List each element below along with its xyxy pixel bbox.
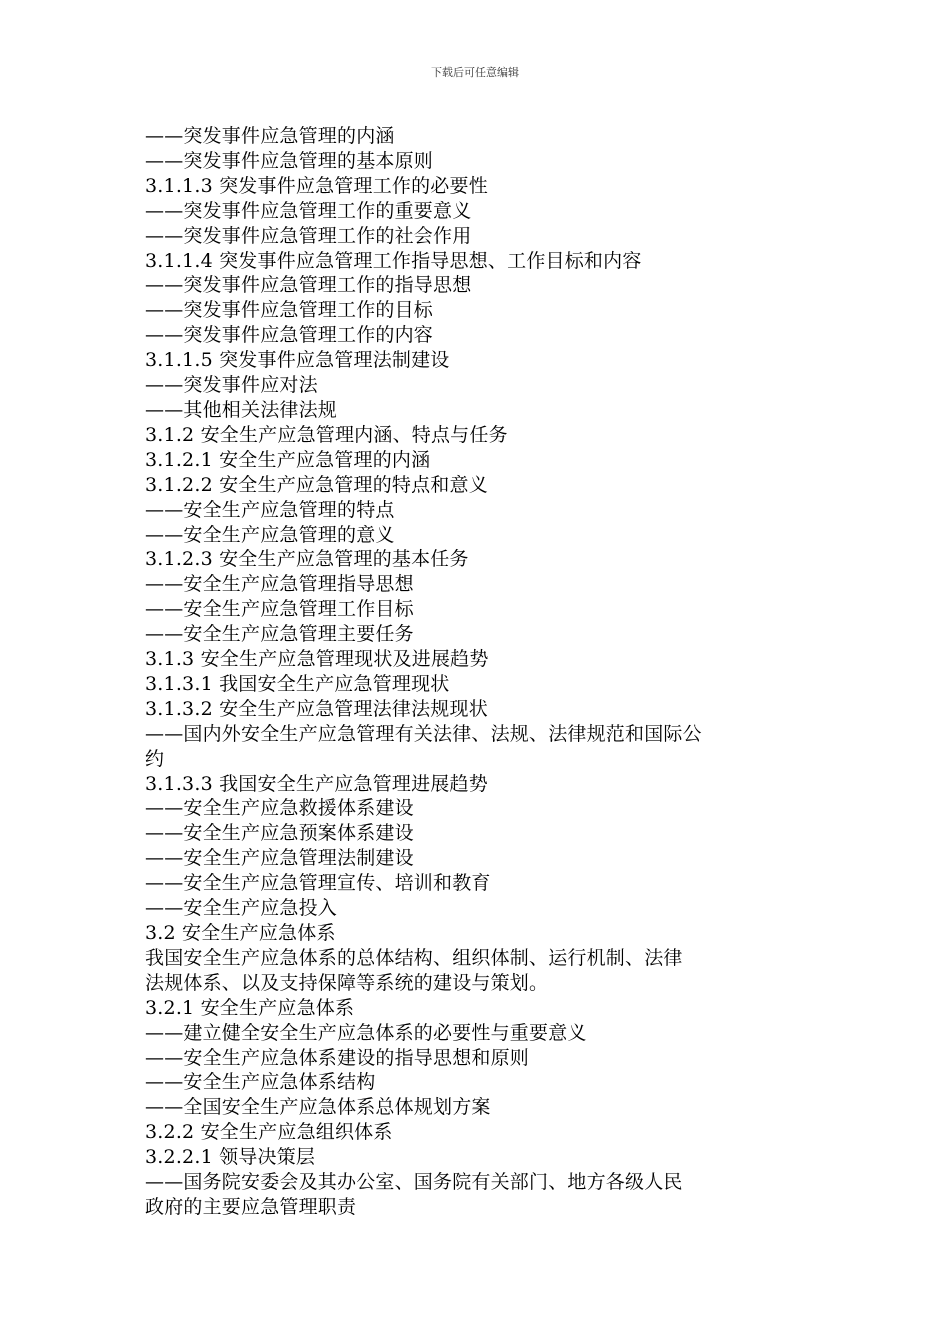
text-line: ——突发事件应急管理工作的内容 (145, 324, 434, 347)
text-line: 政府的主要应急管理职责 (145, 1195, 357, 1218)
text-line: ——突发事件应急管理工作的目标 (145, 299, 434, 322)
section-heading: 3.1.3.3 我国安全生产应急管理进展趋势 (145, 772, 488, 795)
text-line: ——安全生产应急体系建设的指导思想和原则 (145, 1046, 530, 1069)
text-line: ——安全生产应急预案体系建设 (145, 822, 414, 845)
text-line: ——安全生产应急管理法制建设 (145, 847, 414, 870)
section-heading: 3.2.2.1 领导决策层 (145, 1146, 316, 1169)
section-heading: 3.1.1.5 突发事件应急管理法制建设 (145, 349, 450, 372)
section-heading: 3.1.2 安全生产应急管理内涵、特点与任务 (145, 423, 508, 446)
section-heading: 3.1.3 安全生产应急管理现状及进展趋势 (145, 648, 489, 671)
text-line: ——安全生产应急管理指导思想 (145, 573, 414, 596)
text-line: ——突发事件应急管理的内涵 (145, 125, 395, 147)
text-line: ——安全生产应急管理主要任务 (145, 623, 414, 646)
text-line: ——安全生产应急管理工作目标 (145, 598, 414, 621)
document-body (145, 124, 810, 1220)
section-heading: 3.2.2 安全生产应急组织体系 (145, 1121, 393, 1144)
text-line: ——其他相关法律法规 (145, 398, 338, 421)
section-heading: 3.2 安全生产应急体系 (145, 922, 336, 944)
text-line: ——突发事件应急管理工作的重要意义 (145, 199, 472, 222)
text-line: ——突发事件应急管理的基本原则 (145, 149, 434, 172)
section-heading: 3.1.2.1 安全生产应急管理的内涵 (145, 448, 431, 471)
text-line: ——突发事件应急管理工作的指导思想 (145, 274, 472, 297)
text-line: ——安全生产应急体系结构 (145, 1071, 376, 1094)
text-line: 约 (145, 747, 165, 770)
paragraph-line: 我国安全生产应急体系的总体结构、组织体制、运行机制、法律 (145, 946, 683, 969)
text-line: ——安全生产应急投入 (145, 897, 338, 920)
text-line: ——安全生产应急救援体系建设 (145, 797, 414, 820)
text-line: ——全国安全生产应急体系总体规划方案 (145, 1096, 491, 1119)
text-line: ——突发事件应对法 (145, 374, 318, 397)
text-line: ——建立健全安全生产应急体系的必要性与重要意义 (145, 1021, 587, 1044)
section-heading: 3.1.2.3 安全生产应急管理的基本任务 (145, 548, 469, 571)
section-heading: 3.1.3.1 我国安全生产应急管理现状 (145, 672, 450, 695)
section-heading: 3.1.3.2 安全生产应急管理法律法规现状 (145, 697, 488, 720)
text-line: ——突发事件应急管理工作的社会作用 (145, 224, 472, 247)
section-heading: 3.1.1.4 突发事件应急管理工作指导思想、工作目标和内容 (145, 249, 642, 272)
text-line: ——安全生产应急管理的特点 (145, 498, 395, 521)
text-line: ——安全生产应急管理的意义 (145, 523, 395, 546)
text-line: ——安全生产应急管理宣传、培训和教育 (145, 872, 491, 895)
text-line: ——国内外安全生产应急管理有关法律、法规、法律规范和国际公 (145, 722, 702, 745)
section-heading: 3.1.1.3 突发事件应急管理工作的必要性 (145, 174, 488, 197)
section-heading: 3.2.1 安全生产应急体系 (145, 996, 355, 1019)
page-header: 下载后可任意编辑 (431, 66, 519, 79)
text-line: ——国务院安委会及其办公室、国务院有关部门、地方各级人民 (145, 1171, 683, 1194)
paragraph-line: 法规体系、以及支持保障等系统的建设与策划。 (145, 971, 549, 994)
section-heading: 3.1.2.2 安全生产应急管理的特点和意义 (145, 473, 488, 496)
